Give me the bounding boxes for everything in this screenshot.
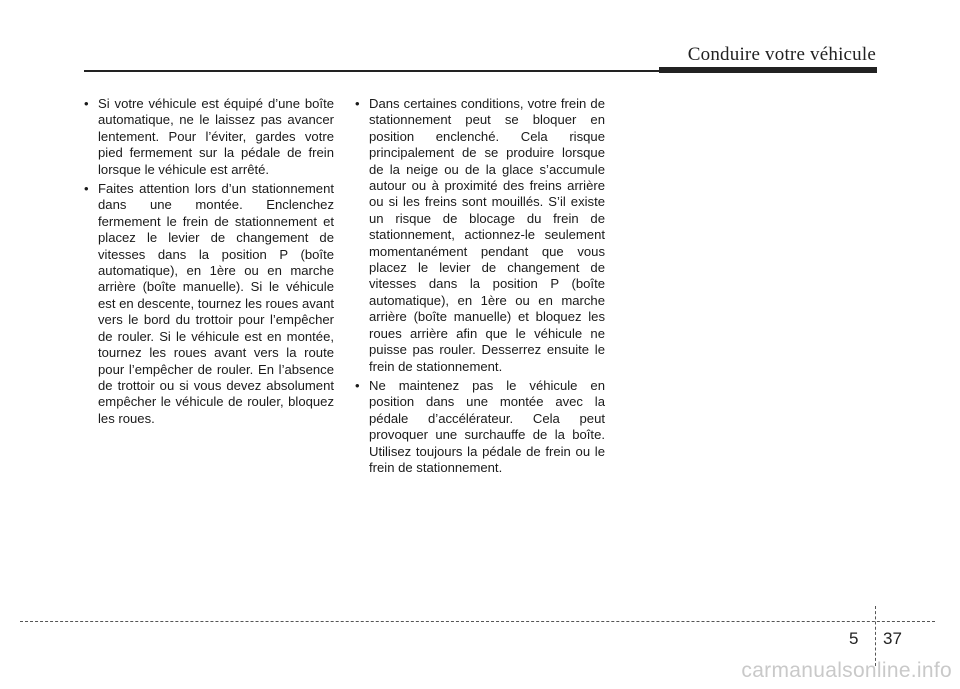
left-column xyxy=(84,96,334,430)
bullet-item xyxy=(355,378,605,476)
bullet-item xyxy=(84,96,334,178)
bullet-item xyxy=(84,181,334,427)
bullet-dot: • xyxy=(355,377,360,393)
footer-dashed-rule xyxy=(20,621,935,622)
header-title: Conduire votre véhicule xyxy=(687,44,876,65)
header-rule-thick xyxy=(659,67,877,73)
bullet-text: Faites attention lors d’un stationnement dans une montée. Enclenchez fermement le frein de stationnement et placez le levier de changement de vitesses dans la position P (boîte automatique), en 1ère ou en marche arrière (boîte manuelle). Si le véhicule est en descente, tournez les roues avant vers le bord du trottoir pour l’empêcher de rouler. Si le véhicule est en montée, tournez les roues avant vers la route pour l’empêcher de rouler. En l’absence de trottoir ou si vous devez absolument empêcher le véhicule de rouler, bloquez les roues. xyxy=(98,181,334,426)
bullet-text: Ne maintenez pas le véhicule en position dans une montée avec la pédale d’accélérateur. Cela peut provoquer une surchauffe de la boîte. Utilisez toujours la pédale de frein ou le frein de stationnement. xyxy=(369,377,605,475)
bullet-item xyxy=(355,96,605,375)
watermark: carmanualsonline.info xyxy=(741,659,952,682)
page-number: 37 xyxy=(883,629,902,648)
bullet-text: Si votre véhicule est équipé d’une boîte automatique, ne le laissez pas avancer lentement. Pour l’éviter, gardes votre pied fermement sur la pédale de frein lorsque le véhicule est arrêté. xyxy=(98,96,334,177)
bullet-dot: • xyxy=(84,96,89,111)
bullet-dot: • xyxy=(84,181,89,197)
section-number: 5 xyxy=(849,629,859,648)
bullet-dot: • xyxy=(355,96,360,111)
bullet-text: Dans certaines conditions, votre frein de stationnement peut se bloquer en position enclenché. Cela risque principalement de se produire lorsque de la neige ou de la glace s’accumule autour ou à proximité des freins arrière ou si les freins sont mouillés. S’il existe un risque de blocage du frein de stationnement, actionnez-le seulement momentanément pendant que vous placez le levier de changement de vitesses dans la position P (boîte automatique), en 1ère ou en marche arrière (boîte manuelle) et bloquez les roues arrière afin que le véhicule ne puisse pas rouler. Desserrez ensuite le frein de stationnement. xyxy=(369,96,605,374)
right-column xyxy=(355,96,605,479)
footer-dashed-divider xyxy=(875,606,876,666)
header-rule-thin xyxy=(84,70,659,72)
